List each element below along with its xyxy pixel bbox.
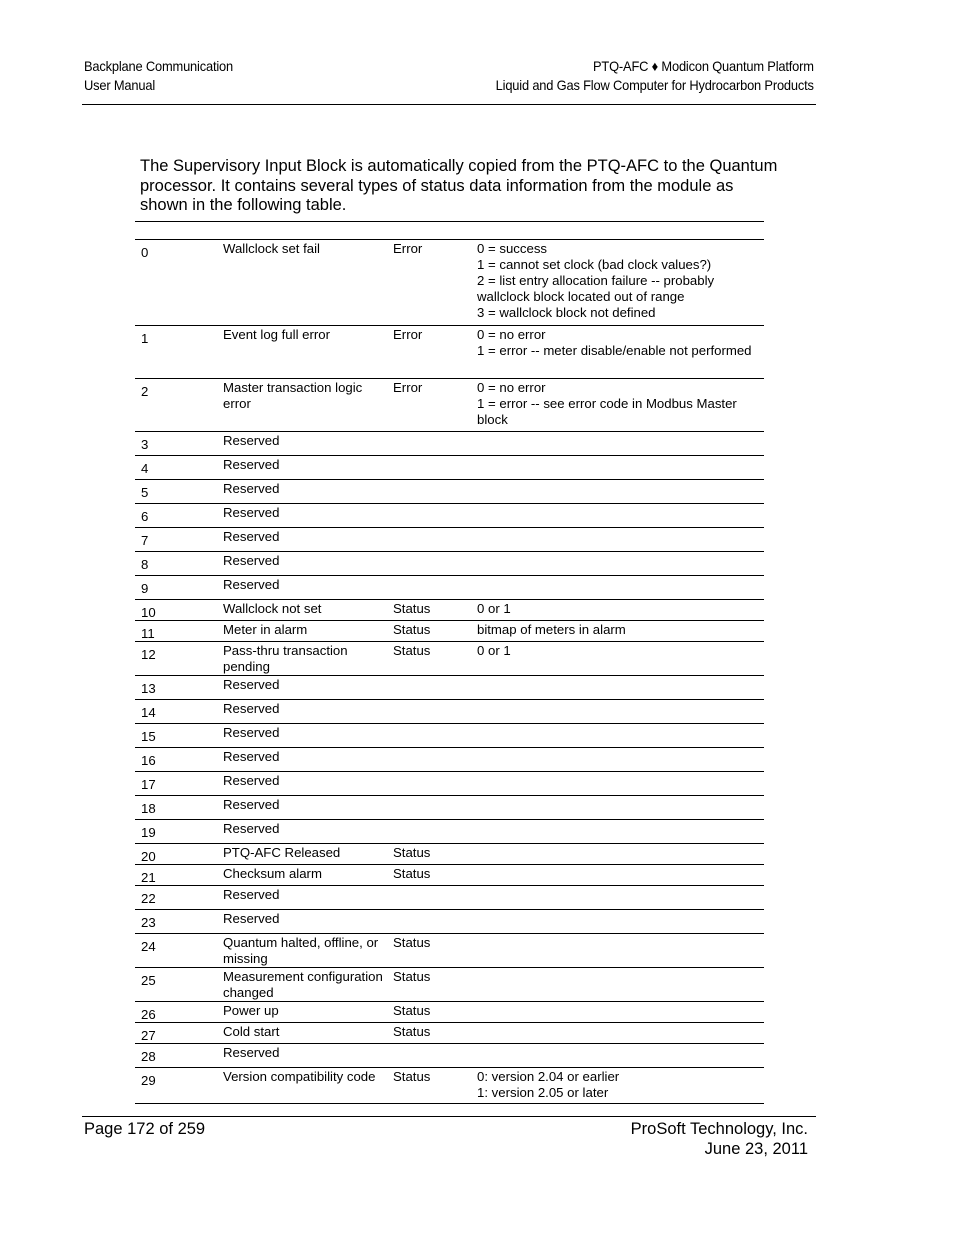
header-right bbox=[496, 57, 814, 95]
bit-values bbox=[477, 601, 762, 617]
bit-number: 13 bbox=[141, 681, 156, 696]
value-line: bitmap of meters in alarm bbox=[477, 622, 626, 637]
table-row bbox=[135, 504, 764, 528]
bit-description: Reserved bbox=[223, 773, 280, 788]
bit-type: Status bbox=[393, 845, 431, 860]
bit-description: Measurement configuration changed bbox=[223, 969, 383, 1000]
bit-number: 0 bbox=[141, 245, 149, 260]
table-row bbox=[135, 865, 764, 886]
table-row bbox=[135, 1044, 764, 1068]
bit-number: 19 bbox=[141, 825, 156, 840]
value-line: 0 = no error bbox=[477, 380, 546, 395]
bit-description: Reserved bbox=[223, 887, 280, 902]
bit-values bbox=[477, 380, 762, 428]
footer-divider bbox=[82, 1116, 816, 1117]
bit-number: 4 bbox=[141, 461, 149, 476]
bit-values bbox=[477, 1069, 762, 1101]
bit-number: 20 bbox=[141, 849, 156, 864]
bit-description: Reserved bbox=[223, 701, 280, 716]
bit-number: 15 bbox=[141, 729, 156, 744]
intro-paragraph: The Supervisory Input Block is automatically copied from the PTQ-AFC to the Quantum processor. It contains several types of status data information from the module as shown in the following table. bbox=[140, 157, 778, 214]
bit-number: 23 bbox=[141, 915, 156, 930]
table-row bbox=[135, 748, 764, 772]
value-line: 0 or 1 bbox=[477, 601, 511, 616]
bit-description: Reserved bbox=[223, 797, 280, 812]
bit-description: Reserved bbox=[223, 481, 280, 496]
bit-type: Status bbox=[393, 969, 431, 984]
table-row bbox=[135, 1023, 764, 1044]
table-row bbox=[135, 700, 764, 724]
bit-type: Status bbox=[393, 1003, 431, 1018]
table-row bbox=[135, 844, 764, 865]
table-row bbox=[135, 724, 764, 748]
bit-type: Status bbox=[393, 601, 431, 616]
bit-description: Master transaction logic error bbox=[223, 380, 363, 411]
bit-description: Quantum halted, offline, or missing bbox=[223, 935, 379, 966]
table-row bbox=[135, 528, 764, 552]
table-row bbox=[135, 432, 764, 456]
table-row bbox=[135, 576, 764, 600]
value-line: 0 = no error bbox=[477, 327, 546, 342]
bit-number: 5 bbox=[141, 485, 149, 500]
table-row bbox=[135, 968, 764, 1002]
bit-number: 16 bbox=[141, 753, 156, 768]
header-section-title: Backplane Communication bbox=[84, 58, 233, 74]
bit-number: 8 bbox=[141, 557, 149, 572]
table-row bbox=[135, 772, 764, 796]
bit-description: Reserved bbox=[223, 725, 280, 740]
bit-description: Reserved bbox=[223, 577, 280, 592]
bit-type: Status bbox=[393, 935, 431, 950]
value-line: 1 = error -- see error code in Modbus Master block bbox=[477, 396, 737, 427]
value-line: 1 = cannot set clock (bad clock values?) bbox=[477, 257, 712, 272]
footer-page-number: Page 172 of 259 bbox=[84, 1120, 206, 1138]
table-row bbox=[135, 910, 764, 934]
bit-number: 7 bbox=[141, 533, 149, 548]
bit-number: 22 bbox=[141, 891, 156, 906]
bit-number: 29 bbox=[141, 1073, 156, 1088]
value-line: 2 = list entry allocation failure -- probably wallclock block located out of range bbox=[477, 273, 715, 304]
bit-type: Error bbox=[393, 241, 423, 256]
bit-values bbox=[477, 643, 762, 659]
bit-number: 24 bbox=[141, 939, 156, 954]
value-line: 1: version 2.05 or later bbox=[477, 1085, 609, 1100]
bit-number: 25 bbox=[141, 973, 156, 988]
bit-description: Reserved bbox=[223, 529, 280, 544]
bit-description: Reserved bbox=[223, 749, 280, 764]
header-manual-title: User Manual bbox=[84, 77, 155, 93]
bit-type: Status bbox=[393, 622, 431, 637]
bit-type: Error bbox=[393, 380, 423, 395]
bit-number: 11 bbox=[141, 626, 155, 641]
bit-description: Cold start bbox=[223, 1024, 280, 1039]
bit-description: Event log full error bbox=[223, 327, 331, 342]
bit-number: 21 bbox=[141, 870, 156, 885]
bit-description: Reserved bbox=[223, 457, 280, 472]
table-row bbox=[135, 676, 764, 700]
bit-number: 1 bbox=[141, 331, 149, 346]
bit-description: Reserved bbox=[223, 911, 280, 926]
bit-number: 2 bbox=[141, 384, 149, 399]
bit-description: PTQ-AFC Released bbox=[223, 845, 341, 860]
table-row bbox=[135, 934, 764, 968]
table-row bbox=[135, 379, 764, 432]
bit-number: 9 bbox=[141, 581, 149, 596]
header-product-title: PTQ-AFC ♦ Modicon Quantum Platform bbox=[593, 58, 814, 74]
bit-description: Reserved bbox=[223, 505, 280, 520]
bit-number: 28 bbox=[141, 1049, 156, 1064]
header-product-subtitle: Liquid and Gas Flow Computer for Hydrocarbon Products bbox=[495, 77, 814, 93]
bit-type: Status bbox=[393, 643, 431, 658]
header-left bbox=[84, 57, 233, 95]
bit-description: Version compatibility code bbox=[223, 1069, 376, 1084]
table-row bbox=[135, 1002, 764, 1023]
bit-number: 27 bbox=[141, 1028, 156, 1043]
bit-type: Status bbox=[393, 866, 431, 881]
table-row bbox=[135, 600, 764, 621]
table-row bbox=[135, 326, 764, 379]
bit-description: Pass-thru transaction pending bbox=[223, 643, 348, 674]
bit-description: Reserved bbox=[223, 553, 280, 568]
value-line: 1 = error -- meter disable/enable not performed bbox=[477, 343, 752, 358]
table-row bbox=[135, 642, 764, 676]
bit-description: Reserved bbox=[223, 677, 280, 692]
supervisory-input-table bbox=[135, 221, 764, 1104]
bit-values bbox=[477, 327, 762, 359]
bit-type: Error bbox=[393, 327, 423, 342]
bit-values bbox=[477, 622, 762, 638]
bit-description: Meter in alarm bbox=[223, 622, 308, 637]
table-row bbox=[135, 796, 764, 820]
table-row bbox=[135, 240, 764, 326]
bit-description: Power up bbox=[223, 1003, 279, 1018]
footer-company: ProSoft Technology, Inc. bbox=[630, 1120, 808, 1138]
table-body bbox=[135, 240, 764, 1104]
value-line: 3 = wallclock block not defined bbox=[477, 305, 656, 320]
value-line: 0 = success bbox=[477, 241, 548, 256]
bit-description: Wallclock not set bbox=[223, 601, 322, 616]
value-line: 0 or 1 bbox=[477, 643, 511, 658]
bit-type: Status bbox=[393, 1024, 431, 1039]
table-row bbox=[135, 621, 764, 642]
table-row bbox=[135, 552, 764, 576]
footer-date: June 23, 2011 bbox=[704, 1139, 808, 1158]
bit-description: Wallclock set fail bbox=[223, 241, 320, 256]
bit-description: Checksum alarm bbox=[223, 866, 322, 881]
value-line: 0: version 2.04 or earlier bbox=[477, 1069, 620, 1084]
table-header-row bbox=[135, 222, 764, 240]
table-row bbox=[135, 820, 764, 844]
bit-description: Reserved bbox=[223, 1045, 280, 1060]
table-row bbox=[135, 480, 764, 504]
bit-number: 3 bbox=[141, 437, 149, 452]
bit-number: 18 bbox=[141, 801, 156, 816]
footer-right bbox=[631, 1120, 808, 1159]
bit-number: 12 bbox=[141, 647, 156, 662]
bit-number: 26 bbox=[141, 1007, 156, 1022]
bit-description: Reserved bbox=[223, 433, 280, 448]
header-divider bbox=[82, 104, 816, 105]
bit-number: 10 bbox=[141, 605, 156, 620]
bit-type: Status bbox=[393, 1069, 431, 1084]
bit-number: 6 bbox=[141, 509, 149, 524]
table-row bbox=[135, 1068, 764, 1104]
bit-description: Reserved bbox=[223, 821, 280, 836]
bit-number: 14 bbox=[141, 705, 156, 720]
table-row bbox=[135, 886, 764, 910]
bit-values bbox=[477, 241, 762, 321]
bit-number: 17 bbox=[141, 777, 156, 792]
table-row bbox=[135, 456, 764, 480]
